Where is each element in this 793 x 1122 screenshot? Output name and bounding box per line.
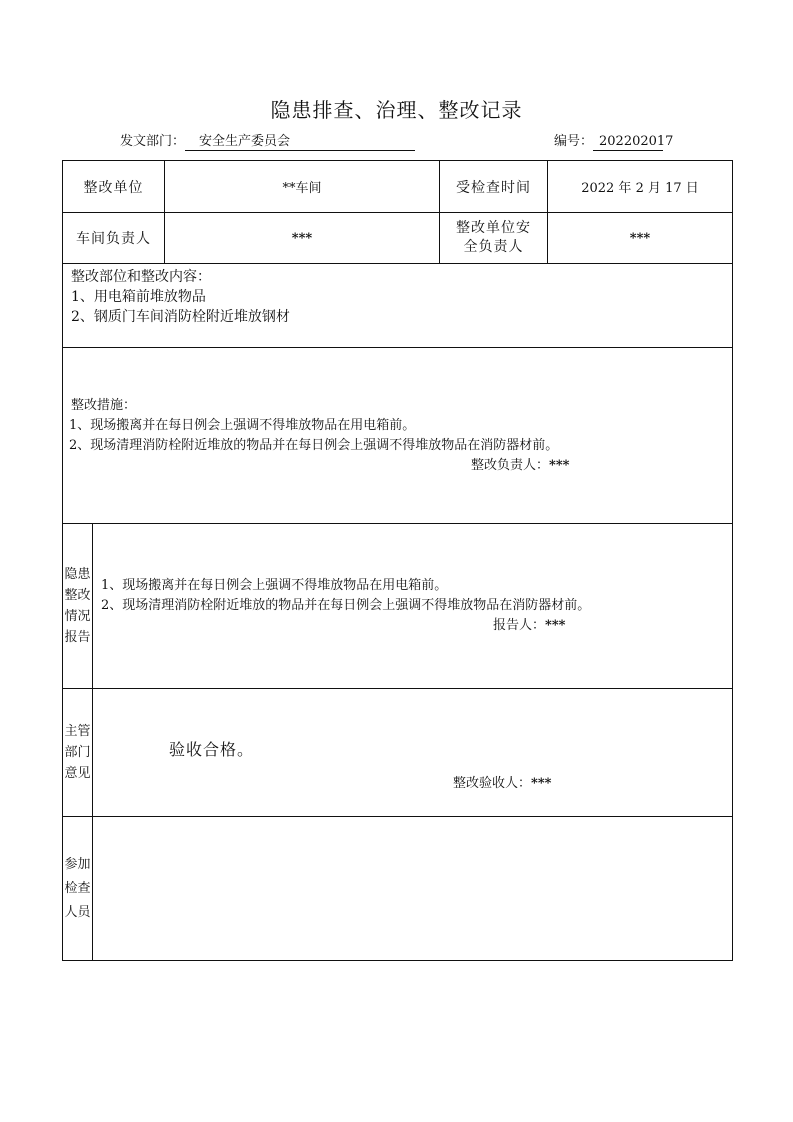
unit-label: 整改单位 [63,161,165,213]
measures-heading: 整改措施： [71,397,137,413]
content-heading: 整改部位和整改内容： [71,269,211,285]
opinion-label: 主管部门意见 [63,689,93,817]
workshop-leader-label: 车间负责人 [63,213,165,264]
row-inspectors [63,817,733,961]
report-label: 隐患整改情况报告 [63,524,93,689]
report-reporter [101,616,724,636]
document-number [554,130,674,151]
number-value: 202202017 [593,134,663,151]
number-label: 编号： [554,134,594,149]
workshop-leader-value: *** [165,213,440,264]
issuing-department [120,130,415,151]
row-opinion [63,689,733,817]
row-measures [63,348,733,524]
acceptor-value: *** [531,775,552,791]
responsible-value: *** [549,457,570,473]
row-unit [63,161,733,213]
measures-item-2: 2、现场清理消防栓附近堆放的物品并在每日例会上强调不得堆放物品在消防器材前。 [69,437,559,453]
report-item-1: 1、现场搬离并在每日例会上强调不得堆放物品在用电箱前。 [101,578,448,593]
page-title: 隐患排查、治理、整改记录 [270,98,523,122]
measures-responsible [71,456,724,476]
row-leaders [63,213,733,264]
opinion-text: 验收合格。 [169,739,255,759]
responsible-label: 整改负责人： [471,457,550,473]
opinion-acceptor [93,772,732,791]
inspection-time-label: 受检查时间 [440,161,548,213]
row-content [63,264,733,348]
safety-leader-label: 整改单位安全负责人 [440,213,548,264]
dept-label: 发文部门： [120,134,186,149]
safety-leader-value: *** [548,213,733,264]
acceptor-label: 整改验收人： [453,775,532,791]
inspectors-value [93,817,733,961]
row-report [63,524,733,689]
content-item-1: 1、用电箱前堆放物品 [71,289,206,305]
inspection-time-value: 2022 年 2 月 17 日 [548,161,733,213]
rectification-form [62,160,733,961]
measures-item-1: 1、现场搬离并在每日例会上强调不得堆放物品在用电箱前。 [69,417,416,433]
unit-value: **车间 [165,161,440,213]
reporter-value: *** [545,618,566,633]
reporter-label: 报告人： [493,618,546,633]
inspectors-label: 参加检查人员 [63,817,93,961]
report-item-2: 2、现场清理消防栓附近堆放的物品并在每日例会上强调不得堆放物品在消防器材前。 [101,598,591,613]
dept-value: 安全生产委员会 [185,130,415,151]
content-item-2: 2、钢质门车间消防栓附近堆放钢材 [71,309,290,325]
